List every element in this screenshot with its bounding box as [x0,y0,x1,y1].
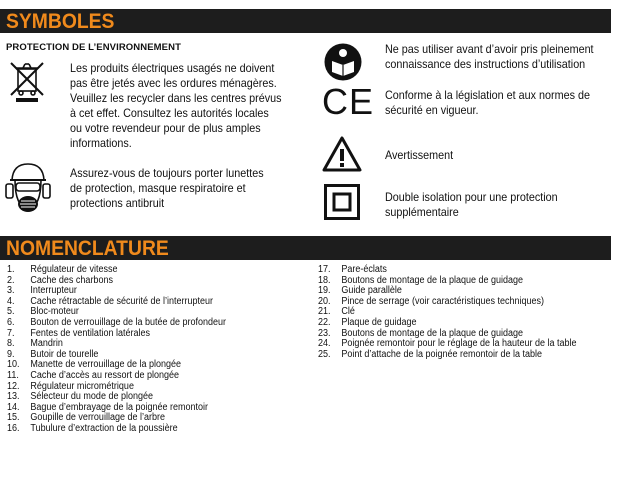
ce-line: sécurité en vigueur. [385,103,479,117]
nomenclature-item: 23. Boutons de montage de la plaque de guidage [318,327,524,339]
nomenclature-item: 18. Boutons de montage de la plaque de guidage [318,274,524,286]
nomenclature-item: 11. Cache d’accès au ressort de plongée [7,369,179,381]
nomenclature-item: 9. Butoir de tourelle [7,348,99,360]
protection-line: Assurez-vous de toujours porter lunettes [70,167,264,180]
symbols-section-title: SYMBOLES [6,10,115,33]
protection-line: protections antibruit [70,197,165,210]
environment-line: ou votre revendeur pour de plus amples [70,122,261,135]
nomenclature-item: 2. Cache des charbons [7,274,113,286]
environment-line: pas être jetés avec les ordures ménagères. [70,77,277,90]
nomenclature-item: 13. Sélecteur du mode de plongée [7,391,153,403]
nomenclature-item: 22. Plaque de guidage [318,316,417,328]
ce-mark-icon: CE [322,81,375,122]
environment-line: à cet effet. Consultez les autorités locales [70,107,269,120]
environment-line: Les produits électriques usagés ne doivent [70,62,275,75]
nomenclature-item: 7. Fentes de ventilation latérales [7,327,150,339]
nomenclature-list-left [7,265,250,435]
double-insulation-icon [324,184,360,220]
protective-equipment-icon [5,160,51,216]
ce-line: Conforme à la législation et aux normes de [385,89,590,102]
symbols-section-header [0,9,611,33]
warning-text [385,149,453,164]
insulation-line: supplémentaire [385,205,459,219]
protection-text [70,166,264,211]
nomenclature-item: 21. Clé [318,306,355,318]
nomenclature-item: 5. Bloc-moteur [7,306,79,318]
warning-triangle-icon [322,136,362,172]
nomenclature-item: 16. Tubulure d’extraction de la poussière [7,422,178,434]
nomenclature-item: 20. Pince de serrage (voir caractéristiques techniques) [318,295,544,307]
read-manual-icon [324,43,362,81]
environment-text [70,61,282,151]
crossed-bin-icon [8,60,46,104]
nomenclature-section-title: NOMENCLATURE [6,237,169,260]
environment-heading: PROTECTION DE L’ENVIRONNEMENT [6,42,181,53]
manual-text [385,43,594,72]
nomenclature-item: 1. Régulateur de vitesse [7,264,118,275]
nomenclature-item: 19. Guide parallèle [318,285,402,297]
nomenclature-item: 14. Bague d’embrayage de la poignée remontoir [7,401,209,413]
nomenclature-item: 25. Point d’attache de la poignée remontoir de la table [318,348,543,360]
ce-text [385,89,590,118]
nomenclature-item: 6. Bouton de verrouillage de la butée de profondeur [7,316,227,328]
manual-line: connaissance des instructions d’utilisation [385,57,586,71]
insulation-text [385,191,558,220]
insulation-line: Double isolation pour une protection [385,191,558,204]
environment-line: informations. [70,137,132,150]
manual-line: Ne pas utiliser avant d’avoir pris pleinement [385,43,594,56]
nomenclature-item: 17. Pare-éclats [318,264,387,275]
protection-line: de protection, masque respiratoire et [70,182,246,195]
nomenclature-item: 8. Mandrin [7,338,63,350]
nomenclature-list-right [318,265,605,360]
nomenclature-item: 24. Poignée remontoir pour le réglage de la hauteur de la table [318,338,577,350]
nomenclature-item: 15. Goupille de verrouillage de l’arbre [7,412,165,424]
nomenclature-item: 10. Manette de verrouillage de la plongée [7,359,182,371]
environment-line: Veuillez les recycler dans les centres prévus [70,92,282,105]
nomenclature-item: 3. Interrupteur [7,285,77,297]
nomenclature-item: 4. Cache rétractable de sécurité de l’interrupteur [7,295,214,307]
warning-line: Avertissement [385,149,454,162]
nomenclature-section-header [0,236,611,260]
nomenclature-item: 12. Régulateur micrométrique [7,380,134,392]
